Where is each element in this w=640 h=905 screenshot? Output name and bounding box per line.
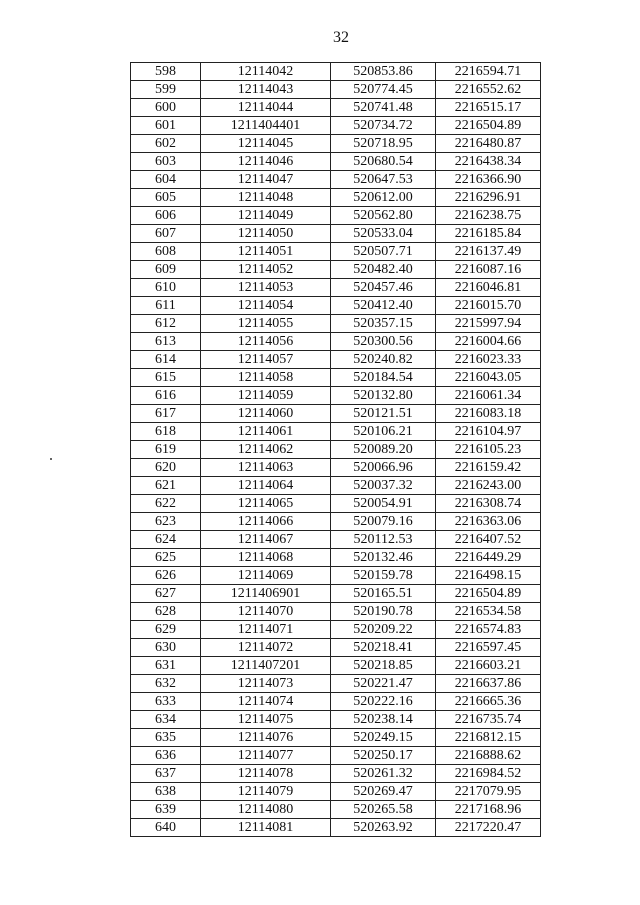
x-coordinate-cell: 520132.80 [331,387,436,405]
y-coordinate-cell: 2216043.05 [436,369,541,387]
point-code-cell: 12114046 [201,153,331,171]
point-code-cell: 12114060 [201,405,331,423]
row-number-cell: 613 [131,333,201,351]
table-row [131,657,541,675]
point-code-cell: 12114079 [201,783,331,801]
x-coordinate-cell: 520089.20 [331,441,436,459]
y-coordinate-cell: 2216023.33 [436,351,541,369]
y-coordinate-cell: 2216363.06 [436,513,541,531]
row-number-cell: 615 [131,369,201,387]
x-coordinate-cell: 520741.48 [331,99,436,117]
row-number-cell: 628 [131,603,201,621]
x-coordinate-cell: 520054.91 [331,495,436,513]
table-row [131,531,541,549]
x-coordinate-cell: 520269.47 [331,783,436,801]
row-number-cell: 612 [131,315,201,333]
x-coordinate-cell: 520300.56 [331,333,436,351]
y-coordinate-cell: 2216061.34 [436,387,541,405]
x-coordinate-cell: 520079.16 [331,513,436,531]
row-number-cell: 599 [131,81,201,99]
y-coordinate-cell: 2216185.84 [436,225,541,243]
point-code-cell: 12114043 [201,81,331,99]
table-row [131,621,541,639]
row-number-cell: 617 [131,405,201,423]
point-code-cell: 12114074 [201,693,331,711]
table-row [131,423,541,441]
row-number-cell: 618 [131,423,201,441]
point-code-cell: 12114047 [201,171,331,189]
table-row [131,171,541,189]
y-coordinate-cell: 2216637.86 [436,675,541,693]
table-row [131,477,541,495]
x-coordinate-cell: 520680.54 [331,153,436,171]
row-number-cell: 609 [131,261,201,279]
row-number-cell: 635 [131,729,201,747]
row-number-cell: 621 [131,477,201,495]
table-row [131,603,541,621]
x-coordinate-cell: 520165.51 [331,585,436,603]
point-code-cell: 12114056 [201,333,331,351]
point-code-cell: 12114077 [201,747,331,765]
y-coordinate-cell: 2216597.45 [436,639,541,657]
point-code-cell: 12114071 [201,621,331,639]
row-number-cell: 622 [131,495,201,513]
coordinates-table [130,62,541,837]
point-code-cell: 1211404401 [201,117,331,135]
y-coordinate-cell: 2216438.34 [436,153,541,171]
row-number-cell: 604 [131,171,201,189]
x-coordinate-cell: 520357.15 [331,315,436,333]
y-coordinate-cell: 2216105.23 [436,441,541,459]
point-code-cell: 12114059 [201,387,331,405]
row-number-cell: 636 [131,747,201,765]
row-number-cell: 639 [131,801,201,819]
y-coordinate-cell: 2216104.97 [436,423,541,441]
x-coordinate-cell: 520734.72 [331,117,436,135]
point-code-cell: 12114051 [201,243,331,261]
x-coordinate-cell: 520184.54 [331,369,436,387]
y-coordinate-cell: 2216238.75 [436,207,541,225]
table-row [131,153,541,171]
x-coordinate-cell: 520457.46 [331,279,436,297]
table-row [131,549,541,567]
point-code-cell: 12114062 [201,441,331,459]
x-coordinate-cell: 520159.78 [331,567,436,585]
row-number-cell: 637 [131,765,201,783]
row-number-cell: 606 [131,207,201,225]
y-coordinate-cell: 2216888.62 [436,747,541,765]
table-row [131,315,541,333]
point-code-cell: 12114063 [201,459,331,477]
point-code-cell: 12114075 [201,711,331,729]
y-coordinate-cell: 2216504.89 [436,117,541,135]
row-number-cell: 626 [131,567,201,585]
y-coordinate-cell: 2216046.81 [436,279,541,297]
y-coordinate-cell: 2216552.62 [436,81,541,99]
point-code-cell: 12114081 [201,819,331,837]
y-coordinate-cell: 2216984.52 [436,765,541,783]
row-number-cell: 631 [131,657,201,675]
x-coordinate-cell: 520190.78 [331,603,436,621]
x-coordinate-cell: 520249.15 [331,729,436,747]
y-coordinate-cell: 2217079.95 [436,783,541,801]
row-number-cell: 634 [131,711,201,729]
x-coordinate-cell: 520261.32 [331,765,436,783]
y-coordinate-cell: 2216515.17 [436,99,541,117]
row-number-cell: 625 [131,549,201,567]
point-code-cell: 12114073 [201,675,331,693]
x-coordinate-cell: 520132.46 [331,549,436,567]
scan-speck [50,458,52,460]
x-coordinate-cell: 520263.92 [331,819,436,837]
x-coordinate-cell: 520265.58 [331,801,436,819]
table-row [131,99,541,117]
row-number-cell: 620 [131,459,201,477]
row-number-cell: 601 [131,117,201,135]
point-code-cell: 12114078 [201,765,331,783]
table-row [131,783,541,801]
y-coordinate-cell: 2216665.36 [436,693,541,711]
x-coordinate-cell: 520209.22 [331,621,436,639]
x-coordinate-cell: 520121.51 [331,405,436,423]
row-number-cell: 611 [131,297,201,315]
table-row [131,495,541,513]
point-code-cell: 12114050 [201,225,331,243]
table-row [131,765,541,783]
y-coordinate-cell: 2216159.42 [436,459,541,477]
x-coordinate-cell: 520612.00 [331,189,436,207]
point-code-cell: 1211407201 [201,657,331,675]
point-code-cell: 12114076 [201,729,331,747]
table-row [131,189,541,207]
table-row [131,513,541,531]
x-coordinate-cell: 520066.96 [331,459,436,477]
table-row [131,243,541,261]
row-number-cell: 607 [131,225,201,243]
y-coordinate-cell: 2216534.58 [436,603,541,621]
table-row [131,801,541,819]
y-coordinate-cell: 2216083.18 [436,405,541,423]
row-number-cell: 616 [131,387,201,405]
row-number-cell: 614 [131,351,201,369]
table-row [131,261,541,279]
row-number-cell: 605 [131,189,201,207]
y-coordinate-cell: 2216594.71 [436,63,541,81]
table-row [131,351,541,369]
x-coordinate-cell: 520218.41 [331,639,436,657]
point-code-cell: 12114052 [201,261,331,279]
table-row [131,711,541,729]
point-code-cell: 12114058 [201,369,331,387]
point-code-cell: 12114042 [201,63,331,81]
point-code-cell: 12114064 [201,477,331,495]
row-number-cell: 629 [131,621,201,639]
point-code-cell: 12114053 [201,279,331,297]
point-code-cell: 12114048 [201,189,331,207]
table-row [131,729,541,747]
table-row [131,405,541,423]
row-number-cell: 632 [131,675,201,693]
x-coordinate-cell: 520562.80 [331,207,436,225]
table-row [131,459,541,477]
table-row [131,207,541,225]
x-coordinate-cell: 520238.14 [331,711,436,729]
table-row [131,819,541,837]
point-code-cell: 12114080 [201,801,331,819]
x-coordinate-cell: 520412.40 [331,297,436,315]
point-code-cell: 12114061 [201,423,331,441]
table-row [131,333,541,351]
point-code-cell: 12114065 [201,495,331,513]
y-coordinate-cell: 2216366.90 [436,171,541,189]
table-row [131,747,541,765]
x-coordinate-cell: 520240.82 [331,351,436,369]
row-number-cell: 603 [131,153,201,171]
y-coordinate-cell: 2216498.15 [436,567,541,585]
table-row [131,369,541,387]
point-code-cell: 12114045 [201,135,331,153]
point-code-cell: 12114057 [201,351,331,369]
table-row [131,279,541,297]
table-row [131,675,541,693]
table-row [131,297,541,315]
x-coordinate-cell: 520718.95 [331,135,436,153]
point-code-cell: 1211406901 [201,585,331,603]
y-coordinate-cell: 2216004.66 [436,333,541,351]
y-coordinate-cell: 2216574.83 [436,621,541,639]
table-row [131,441,541,459]
x-coordinate-cell: 520774.45 [331,81,436,99]
x-coordinate-cell: 520106.21 [331,423,436,441]
coordinates-table-body [131,63,541,837]
point-code-cell: 12114067 [201,531,331,549]
row-number-cell: 610 [131,279,201,297]
row-number-cell: 619 [131,441,201,459]
x-coordinate-cell: 520482.40 [331,261,436,279]
table-row [131,387,541,405]
row-number-cell: 640 [131,819,201,837]
row-number-cell: 600 [131,99,201,117]
x-coordinate-cell: 520250.17 [331,747,436,765]
row-number-cell: 638 [131,783,201,801]
x-coordinate-cell: 520507.71 [331,243,436,261]
x-coordinate-cell: 520112.53 [331,531,436,549]
table-row [131,225,541,243]
table-row [131,81,541,99]
point-code-cell: 12114066 [201,513,331,531]
row-number-cell: 602 [131,135,201,153]
x-coordinate-cell: 520222.16 [331,693,436,711]
y-coordinate-cell: 2216137.49 [436,243,541,261]
point-code-cell: 12114044 [201,99,331,117]
y-coordinate-cell: 2216480.87 [436,135,541,153]
y-coordinate-cell: 2216812.15 [436,729,541,747]
y-coordinate-cell: 2216243.00 [436,477,541,495]
table-row [131,117,541,135]
table-row [131,63,541,81]
y-coordinate-cell: 2216735.74 [436,711,541,729]
row-number-cell: 630 [131,639,201,657]
x-coordinate-cell: 520533.04 [331,225,436,243]
point-code-cell: 12114068 [201,549,331,567]
y-coordinate-cell: 2216603.21 [436,657,541,675]
x-coordinate-cell: 520853.86 [331,63,436,81]
table-row [131,693,541,711]
y-coordinate-cell: 2216504.89 [436,585,541,603]
row-number-cell: 623 [131,513,201,531]
y-coordinate-cell: 2216015.70 [436,297,541,315]
row-number-cell: 608 [131,243,201,261]
point-code-cell: 12114070 [201,603,331,621]
y-coordinate-cell: 2217220.47 [436,819,541,837]
y-coordinate-cell: 2215997.94 [436,315,541,333]
row-number-cell: 598 [131,63,201,81]
row-number-cell: 627 [131,585,201,603]
point-code-cell: 12114069 [201,567,331,585]
x-coordinate-cell: 520647.53 [331,171,436,189]
y-coordinate-cell: 2216407.52 [436,531,541,549]
row-number-cell: 633 [131,693,201,711]
point-code-cell: 12114072 [201,639,331,657]
point-code-cell: 12114049 [201,207,331,225]
y-coordinate-cell: 2216087.16 [436,261,541,279]
row-number-cell: 624 [131,531,201,549]
y-coordinate-cell: 2217168.96 [436,801,541,819]
page-number: 32 [333,29,349,46]
x-coordinate-cell: 520218.85 [331,657,436,675]
y-coordinate-cell: 2216308.74 [436,495,541,513]
table-row [131,639,541,657]
x-coordinate-cell: 520221.47 [331,675,436,693]
table-row [131,567,541,585]
point-code-cell: 12114054 [201,297,331,315]
table-row [131,135,541,153]
table-row [131,585,541,603]
point-code-cell: 12114055 [201,315,331,333]
x-coordinate-cell: 520037.32 [331,477,436,495]
y-coordinate-cell: 2216449.29 [436,549,541,567]
y-coordinate-cell: 2216296.91 [436,189,541,207]
